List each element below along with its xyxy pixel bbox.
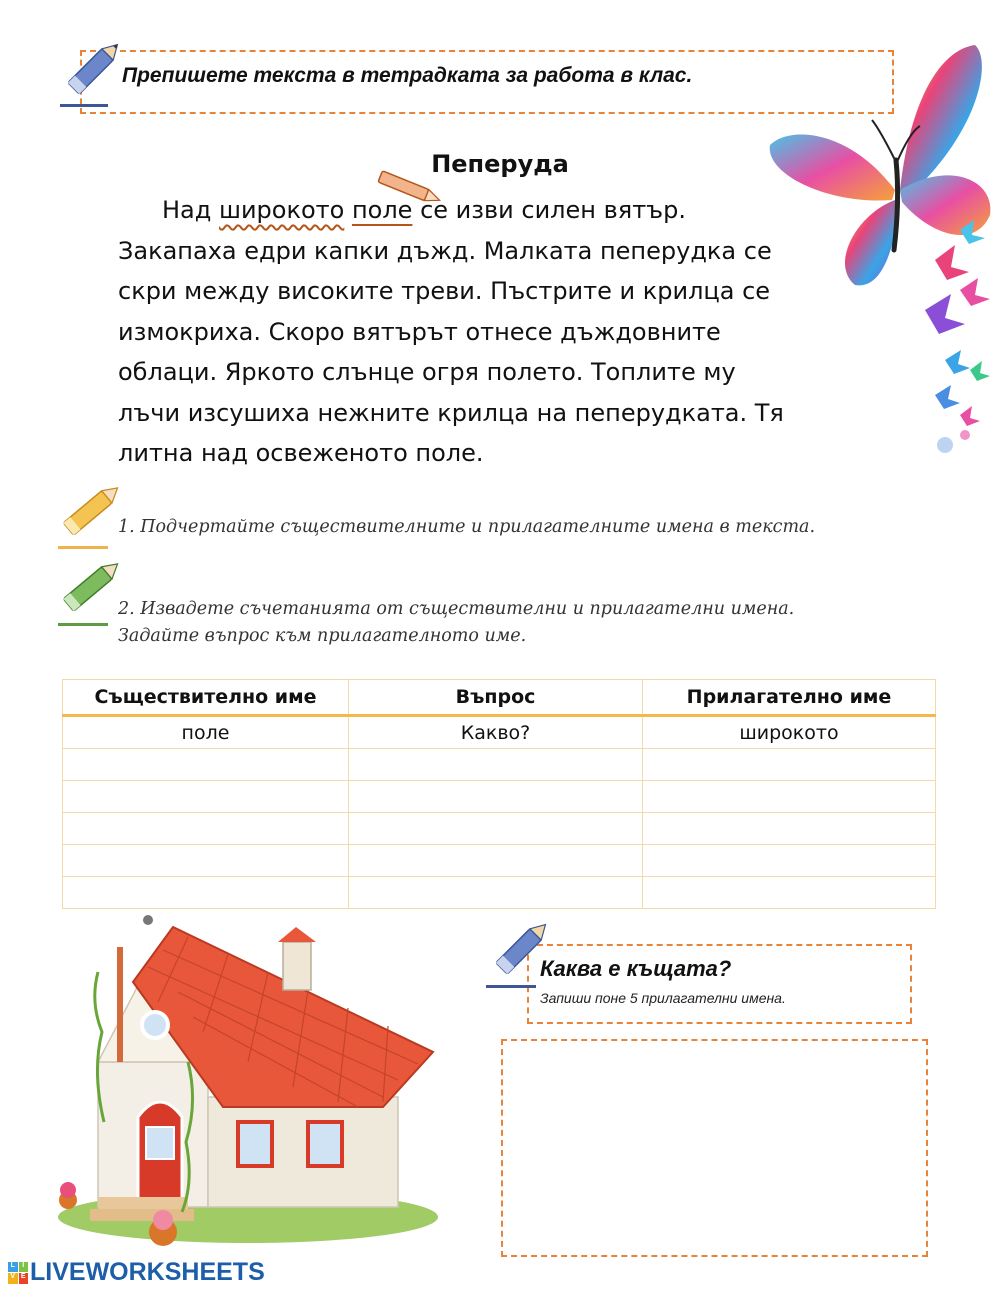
table-cell-noun[interactable]	[63, 781, 349, 813]
story-line: литна над освеженото поле.	[118, 439, 484, 467]
table-row	[63, 845, 936, 877]
table-cell-question[interactable]	[349, 845, 643, 877]
story-line	[118, 190, 878, 231]
column-header-question: Въпрос	[349, 680, 643, 716]
pencil-line	[58, 623, 108, 626]
house-task-subtitle: Запиши поне 5 прилагателни имена.	[540, 990, 786, 1006]
task-1: 1. Подчертайте съществителните и прилагателните имена в текста.	[118, 517, 816, 537]
answer-box-value[interactable]	[503, 1041, 926, 1255]
column-header-noun: Съществително име	[63, 680, 349, 716]
table-row	[63, 813, 936, 845]
table-cell-question[interactable]: Какво?	[349, 716, 643, 749]
story-line: лъчи изсушиха нежните крилца на пеперудката. Тя	[118, 398, 784, 427]
brand-logo[interactable]	[8, 1258, 265, 1287]
story-line: измокриха. Скоро вятърът отнесе дъждовните	[118, 317, 721, 346]
table-row	[63, 877, 936, 909]
task-2	[118, 596, 794, 650]
table-cell-noun[interactable]	[63, 845, 349, 877]
noun-highlight: поле	[351, 196, 413, 224]
column-header-adjective: Прилагателно име	[643, 680, 936, 716]
pencil-line	[58, 546, 108, 549]
table-cell-question[interactable]	[349, 813, 643, 845]
word-table	[62, 679, 936, 909]
table-cell-adjective[interactable]: широкото	[643, 716, 936, 749]
table-cell-noun[interactable]: поле	[63, 716, 349, 749]
instruction-title: Препишете текста в тетрадката за работа в клас.	[122, 64, 693, 87]
task-2-line-1: 2. Извадете съчетанията от съществителни и прилагателни имена.	[118, 599, 795, 619]
table-header-row	[63, 680, 936, 716]
pencil-line	[486, 985, 536, 988]
story-line-start: Над	[162, 196, 219, 224]
story-title: Пеперуда	[431, 150, 569, 178]
story-line-end: се изви силен вятър.	[412, 196, 686, 224]
table-cell-question[interactable]	[349, 877, 643, 909]
adjective-highlight: широкото	[218, 196, 345, 224]
answer-box[interactable]	[501, 1039, 928, 1257]
table-cell-question[interactable]	[349, 781, 643, 813]
table-cell-question[interactable]	[349, 749, 643, 781]
table-row	[63, 749, 936, 781]
house-illustration	[38, 912, 438, 1247]
pencil-line	[60, 104, 108, 107]
table-row	[63, 781, 936, 813]
story-line: Закапаха едри капки дъжд. Малката пеперудка се	[118, 236, 772, 265]
table-cell-adjective[interactable]	[643, 813, 936, 845]
table-cell-adjective[interactable]	[643, 877, 936, 909]
house-task-title: Каква е къщата?	[540, 956, 732, 981]
brand-icon: L I V E	[8, 1262, 28, 1284]
story-text	[118, 190, 878, 474]
table-cell-adjective[interactable]	[643, 845, 936, 877]
table-cell-noun[interactable]	[63, 813, 349, 845]
pencil-icon	[52, 30, 132, 110]
table-cell-adjective[interactable]	[643, 749, 936, 781]
table-cell-adjective[interactable]	[643, 781, 936, 813]
table-cell-noun[interactable]	[63, 877, 349, 909]
table-cell-noun[interactable]	[63, 749, 349, 781]
story-line: скри между високите треви. Пъстрите и крилца се	[118, 277, 771, 305]
brand-name: LIVEWORKSHEETS	[30, 1258, 265, 1286]
task-2-line-2: Задайте въпрос към прилагателното име.	[118, 626, 527, 646]
table-row	[63, 716, 936, 749]
story-line: облаци. Яркото слънце огря полето. Топлите му	[118, 358, 736, 386]
